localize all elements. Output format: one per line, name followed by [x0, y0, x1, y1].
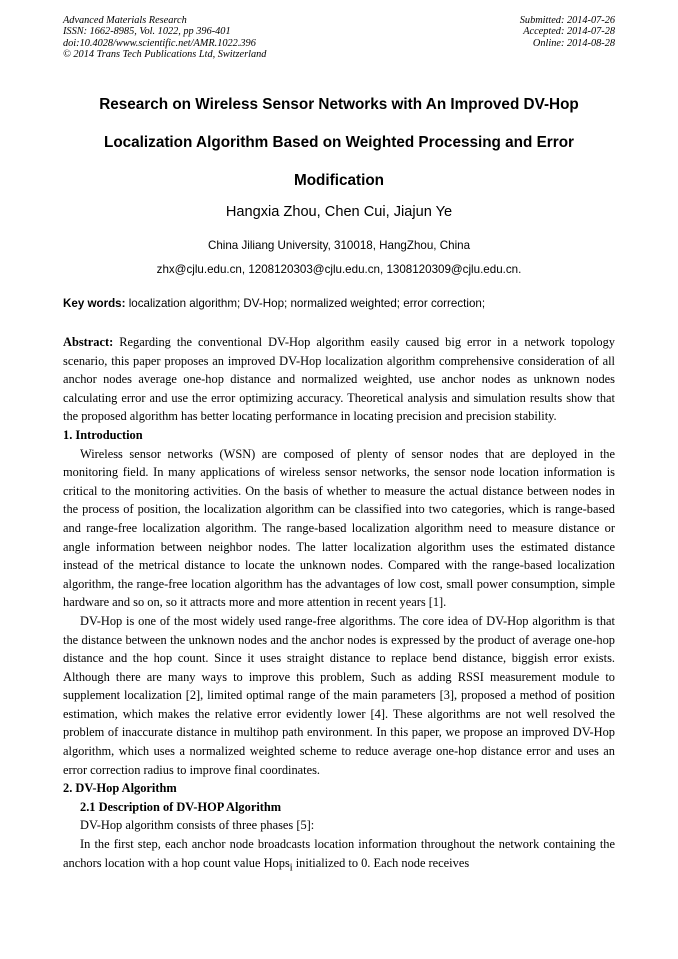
- title-line-2: Localization Algorithm Based on Weighted Processing and Error: [103, 134, 575, 151]
- online-date: Online: 2014-08-28: [532, 37, 615, 49]
- paper-body: [63, 333, 615, 878]
- subsection-heading-description: 2.1 Description of DV-HOP Algorithm: [80, 799, 282, 814]
- title-line-3: Modification: [293, 172, 385, 189]
- abstract-label: Abstract:: [63, 335, 114, 349]
- accepted-date: Accepted: 2014-07-28: [523, 26, 615, 38]
- keywords: [63, 296, 615, 311]
- author-emails: zhx@cjlu.edu.cn, 1208120303@cjlu.edu.cn, 1308120309@cjlu.edu.cn.: [156, 263, 522, 276]
- dvhop-paragraph-2: [63, 835, 615, 878]
- title-line-1: Research on Wireless Sensor Networks with An Improved DV-Hop: [99, 96, 579, 113]
- issn-line: ISSN: 1662-8985, Vol. 1022, pp 396-401: [63, 26, 231, 38]
- affiliation: China Jiliang University, 310018, HangZhou, China: [207, 239, 471, 252]
- dates-header: [395, 15, 615, 49]
- dvhop-paragraph-2-part-a: In the first step, each anchor node broadcasts location information throughout the network containing the anchors location with a hop count value Hops: [63, 837, 615, 870]
- doi-line: doi:10.4028/www.scientific.net/AMR.1022.396: [63, 37, 256, 49]
- intro-paragraph-2: DV-Hop is one of the most widely used range-free algorithms. The core idea of DV-Hop algorithm is that the distance between the unknown nodes and the anchor nodes is expressed by the product of average one-hop distance and the hop count. Since it uses straight distance to replace bend distance, biggish error exists. Although there are many ways to improve this problem, Such as adding RSSI measurement module to supplement localization [2], limited optimal range of the main parameters [3], proposed a method of position estimation, which makes the relative error evidently lower [4]. These algorithms are not well resolved the problem of inaccurate distance in multihop path environment. In this paper, we propose an improved DV-Hop algorithm, which uses a normalized weighted scheme to reduce average one-hop distance error and uses an error correction radius to improve final coordinates.: [63, 613, 615, 777]
- submitted-date: Submitted: 2014-07-26: [519, 15, 615, 26]
- copyright-line: © 2014 Trans Tech Publications Ltd, Switzerland: [63, 48, 267, 60]
- journal-header: [63, 15, 363, 60]
- paper-title: [63, 86, 615, 200]
- section-heading-dvhop: 2. DV-Hop Algorithm: [63, 781, 177, 796]
- journal-name: Advanced Materials Research: [63, 15, 187, 26]
- abstract-text: Regarding the conventional DV-Hop algorithm easily caused big error in a network topology scenario, this paper proposes an improved DV-Hop localization algorithm comprehensive consideration of all anchor nodes average one-hop distance and normalized weighted, use anchor nodes as unknown nodes calculating error and use the error optimizing accuracy. Theoretical analysis and simulation results show that the proposed algorithm has better locating performance in locating precision and precision stability.: [63, 335, 615, 424]
- dvhop-paragraph-2-part-b: initialized to 0. Each node receives: [292, 855, 470, 870]
- keywords-text: localization algorithm; DV-Hop; normalized weighted; error correction;: [125, 297, 486, 310]
- abstract: [63, 333, 615, 426]
- intro-paragraph-1: Wireless sensor networks (WSN) are composed of plenty of sensor nodes that are deployed in the monitoring field. In many applications of wireless sensor networks, the sensor node location information is critical to the monitoring activities. On the basis of whether to measure the actual distance between nodes in the process of position, the localization algorithm can be classified into two categories, which is range-based and range-free localization algorithm. The range-based localization algorithm need to measure distance or angle information between neighbor nodes. The latter localization algorithm uses the estimated distance instead of the metrical distance to locate the unknown nodes. Compared with the range-based localization algorithm, the range-free location algorithm has the advantages of low cost, small power consumption, simple hardware and so on, so it attracts more and more attention in recent years [1].: [63, 446, 615, 610]
- hops-subscript: i: [289, 862, 293, 874]
- section-heading-introduction: 1. Introduction: [63, 427, 143, 442]
- author-list: Hangxia Zhou, Chen Cui, Jiajun Ye: [225, 204, 453, 220]
- keywords-label: Key words:: [63, 297, 126, 310]
- dvhop-paragraph-1: DV-Hop algorithm consists of three phases [5]:: [80, 818, 315, 833]
